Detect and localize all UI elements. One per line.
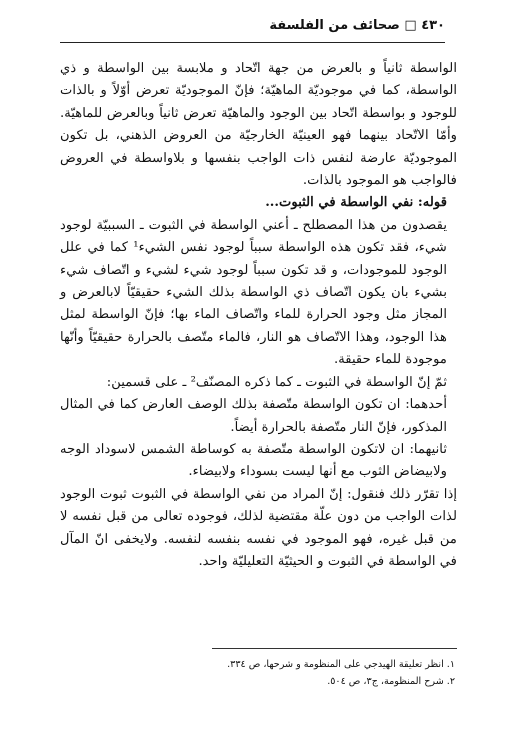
header-divider: [60, 42, 445, 43]
footnotes: [60, 656, 455, 690]
body-text: [60, 58, 457, 573]
footnote-1: ١. انظر تعليقة الهيدجي على المنظومة و شرحها، ص ٣٣٤.: [227, 659, 455, 670]
paragraph-4: أحدهما: ان تكون الواسطة متّصفة بذلك الوصف العارض كما في المثال المذكور، فإنّ النار متّصفة بالحرارة أيضاً.: [60, 397, 447, 435]
paragraph-3: ثمّ إنّ الواسطة في الثبوت ـ كما ذكره المصنّف² ـ على قسمين:: [106, 374, 447, 390]
paragraph-6: إذا تقرّر ذلك فنقول: إنّ المراد من نفي الواسطة في الثبوت ثبوت الوجود لذات الواجب من دون علّة مقتضية لذلك، فوجوده تعالى من قبل نفسه لا من قبل غيره، فهو الموجود في نفسه بنفسه لنفسه. ولايخفى انّ المآل في الواسطة في الثبوت و الحيثيّة التعليليّة واحد.: [60, 486, 457, 569]
running-header: [60, 18, 445, 40]
section-heading: قوله: نفي الواسطة في الثبوت...: [265, 195, 447, 211]
header-marker: □: [404, 18, 417, 33]
footnote-divider: [212, 648, 457, 649]
paragraph-5: ثانيهما: ان لاتكون الواسطة متّصفة به كوساطة الشمس لاسوداد الوجه ولابيضاض الثوب مع أنها ليست بسوداء ولابيضاء.: [60, 441, 447, 480]
page-number: ٤٣٠: [421, 18, 445, 33]
paragraph-1: الواسطة ثانياً و بالعرض من جهة اتّحاد و ملابسة بين الواسطة و ذي الواسطة، كما في موجوديّة الماهيّة؛ فإنّ الموجوديّة تعرض أوّلاً و بالذات للوجود و بواسطة اتّحاد بين الوجود والماهيّة تعرض ثانياً وبالعرض للماهيّة. وأمّا الاتّحاد بينهما فهو العينيّة الخارجيّة من العروض الذهني، بل تكون الموجوديّة عارضة لنفس ذات الواجب بنفسها و بلاواسطة في العروض فالواجب هو الموجود بالذات.: [60, 61, 457, 189]
paragraph-2: يقصدون من هذا المصطلح ـ أعني الواسطة في الثبوت ـ السببيّة لوجود شيء، فقد تكون هذه الواسطة سبباً لوجود نفس الشيء¹ كما في علل الوجود للموجودات، و قد تكون سبباً لوجود شيء لشيء و اتّصاف شيء بشيء بان يكون اتّصاف ذي الواسطة بذلك الشيء حقيقيّاً لابالعرض و المجاز مثل وجود الحرارة للماء واتّصاف الماء بها؛ فإنّ الواسطة لمثل هذا الوجود، وهذا الاتّصاف هو النار، فالماء متّصف بالحرارة حقيقيّاً وأنّها موجودة للماء حقيقة.: [60, 217, 447, 368]
footnote-2: ٢. شرح المنظومة، ج٣، ص ٥٠٤.: [327, 676, 455, 687]
book-title: صحائف من الفلسفة: [269, 18, 400, 33]
